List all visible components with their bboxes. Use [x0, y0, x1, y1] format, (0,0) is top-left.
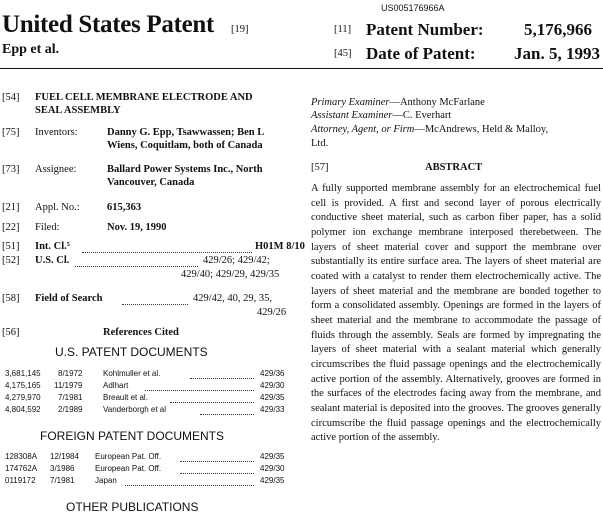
attorney-label: Attorney, Agent, or Firm — [311, 124, 415, 135]
doc-name: Japan — [95, 476, 117, 485]
assignee-code: [73] — [2, 164, 20, 175]
uscl-line2: 429/40; 429/29, 429/35 — [181, 269, 280, 280]
invention-title-line1: FUEL CELL MEMBRANE ELECTRODE AND — [35, 92, 253, 103]
filed-date: Nov. 19, 1990 — [107, 222, 167, 233]
field-search-line1: 429/42, 40, 29, 35, — [193, 293, 273, 304]
assistant-examiner-name: —C. Everhart — [392, 110, 452, 121]
intcl-label: Int. Cl.⁵ — [35, 241, 70, 252]
inventor-short: Epp et al. — [2, 42, 60, 57]
doc-name: Kohlmuller et al. — [103, 369, 161, 378]
inventors-line1: Danny G. Epp, Tsawwassen; Ben L — [107, 127, 265, 138]
doc-class: 429/35 — [260, 393, 285, 402]
doc-date: 3/1986 — [50, 464, 75, 473]
refs-title: References Cited — [103, 327, 179, 338]
field-search-line2: 429/26 — [257, 307, 287, 318]
doc-number: 4,804,592 — [5, 405, 41, 414]
doc-number: 174762A — [5, 464, 38, 473]
doc-name: Breault et al. — [103, 393, 148, 402]
us-docs-title: U.S. PATENT DOCUMENTS — [55, 345, 208, 359]
abstract-text: A fully supported membrane assembly for an electrochemical fuel cell is provided. A first and second layer of porous electrically conductive sheet material, such as carbon fiber paper, has a solid polymer ion exchange membrane interposed therebetween. The layers of sheet material cover and support the membrane over substantially its entire surface area. The layers of sheet material are coated with a catalyst to render them electrochemically active. The layers of sheet material and the membrane are bonded together to form a consolidated assembly. Openings are formed in the layers of sheet material and the membrane to accommodate the passage of fluids through the assembly. Seals are formed by impregnating the layers of sheet material with a sealant material which generally circumscribes the fluid passage openings and the electrochemically active portion of the assembly. Alternatively, grooves are formed in the surfaces of the electrodes facing away from the membrane, and sealant material is deposited into the grooves. The grooves generally circumscribe the fluid passage openings and the electrochemically active portion of the assembly. — [311, 183, 601, 444]
doc-number: 0119172 — [5, 476, 36, 485]
doc-name: Vanderborgh et al — [103, 405, 167, 414]
filed-code: [22] — [2, 222, 20, 233]
doc-class: 429/35 — [260, 452, 285, 461]
inventors-code: [75] — [2, 127, 20, 138]
intcl-code: [51] — [2, 241, 20, 252]
intcl-leader — [82, 252, 252, 253]
doc-class: 429/35 — [260, 476, 285, 485]
uscl-line1: 429/26; 429/42; — [203, 255, 270, 266]
barcode-number: US005176966A — [381, 3, 445, 13]
uscl-label: U.S. Cl. — [35, 255, 70, 266]
appl-code: [21] — [2, 202, 20, 213]
doc-leader — [180, 473, 254, 474]
abstract-title: ABSTRACT — [425, 162, 483, 173]
assignee-line2: Vancouver, Canada — [107, 177, 195, 188]
foreign-docs-title: FOREIGN PATENT DOCUMENTS — [40, 429, 225, 443]
assignee-line1: Ballard Power Systems Inc., North — [107, 164, 263, 175]
doc-date: 8/1972 — [58, 369, 83, 378]
patent-date: Jan. 5, 1993 — [514, 44, 600, 63]
title-code: [19] — [231, 24, 249, 35]
assistant-examiner-label: Assistant Examiner — [311, 110, 393, 121]
doc-class: 429/30 — [260, 464, 285, 473]
doc-name: European Pat. Off. — [95, 452, 162, 461]
doc-date: 7/1981 — [58, 393, 83, 402]
patent-number: 5,176,966 — [524, 20, 592, 39]
doc-number: 4,175,165 — [5, 381, 41, 390]
document-title: United States Patent — [2, 11, 215, 38]
doc-class: 429/36 — [260, 369, 285, 378]
assistant-examiner — [311, 110, 451, 121]
patent-number-label: Patent Number: — [366, 20, 484, 39]
doc-leader — [125, 485, 254, 486]
attorney-name-cont: Ltd. — [311, 138, 329, 149]
doc-class: 429/30 — [260, 381, 285, 390]
doc-name: European Pat. Off. — [95, 464, 162, 473]
header-rule — [0, 68, 603, 69]
attorney — [311, 124, 548, 135]
invention-title-line2: SEAL ASSEMBLY — [35, 105, 121, 116]
field-search-label: Field of Search — [35, 293, 103, 304]
doc-leader — [200, 414, 254, 415]
doc-number: 3,681,145 — [5, 369, 41, 378]
doc-date: 11/1979 — [54, 381, 83, 390]
other-publications-title: OTHER PUBLICATIONS — [66, 500, 199, 514]
primary-examiner-name: —Anthony McFarlane — [389, 97, 485, 108]
primary-examiner — [311, 97, 485, 108]
abstract-code: [57] — [311, 162, 329, 173]
appl-label: Appl. No.: — [35, 202, 80, 213]
doc-leader — [145, 390, 254, 391]
doc-leader — [180, 461, 254, 462]
field-search-leader — [122, 304, 188, 305]
appl-number: 615,363 — [107, 202, 142, 213]
doc-leader — [170, 402, 254, 403]
date-label: Date of Patent: — [366, 44, 476, 63]
doc-number: 4,279,970 — [5, 393, 41, 402]
doc-date: 12/1984 — [50, 452, 79, 461]
refs-code: [56] — [2, 327, 20, 338]
patent-number-code: [11] — [334, 24, 352, 35]
date-code: [45] — [334, 48, 352, 59]
uscl-leader — [75, 266, 198, 267]
attorney-name: —McAndrews, Held & Malloy, — [414, 124, 549, 135]
inventors-line2: Wiens, Coquitlam, both of Canada — [107, 140, 263, 151]
doc-class: 429/33 — [260, 405, 285, 414]
inventors-label: Inventors: — [35, 127, 78, 138]
assignee-label: Assignee: — [35, 164, 77, 175]
doc-date: 7/1981 — [50, 476, 75, 485]
title-field-code: [54] — [2, 92, 20, 103]
doc-leader — [190, 378, 254, 379]
doc-date: 2/1989 — [58, 405, 83, 414]
doc-number: 128308A — [5, 452, 38, 461]
field-search-code: [58] — [2, 293, 20, 304]
filed-label: Filed: — [35, 222, 60, 233]
intcl-value: H01M 8/10 — [255, 241, 305, 252]
primary-examiner-label: Primary Examiner — [311, 97, 390, 108]
doc-name: Adlhart — [103, 381, 129, 390]
uscl-code: [52] — [2, 255, 20, 266]
